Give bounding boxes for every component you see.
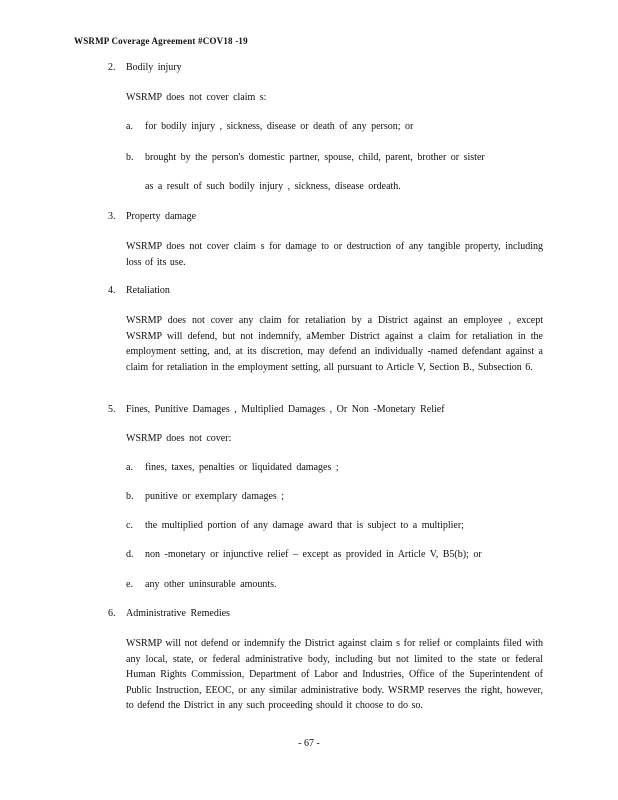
list-text: punitive or exemplary damages ; <box>145 491 285 502</box>
list-text: for bodily injury , sickness, disease or death of any person; or <box>145 121 414 132</box>
list-label: b. <box>126 152 134 163</box>
list-item <box>126 549 482 560</box>
list-item <box>126 462 339 473</box>
list-item <box>126 121 413 132</box>
page-number: - 67 - <box>298 738 320 749</box>
section-title: Property damage <box>126 211 197 222</box>
list-item-continuation: as a result of such bodily injury , sickness, disease ordeath. <box>145 181 401 192</box>
section-3-body: WSRMP does not cover claim s for damage to or destruction of any tangible property, including loss of its use. <box>126 241 543 268</box>
list-label: a. <box>126 121 133 132</box>
section-title: Bodily injury <box>126 62 182 73</box>
section-6-body: WSRMP will not defend or indemnify the District against claim s for relief or complaints filed with any local, state, or federal administrative body, including but not limited to the state or federal Human Rights Commission, Department of Labor and Industries, Office of the Superintendent of Public Instruction, EEOC, or any similar administrative body. WSRMP reserves the right, however, to defend the District in any such proceeding should it choose to do so. <box>126 638 543 711</box>
section-number: 5. <box>108 404 116 415</box>
list-item <box>126 579 277 590</box>
list-text: brought by the person's domestic partner, spouse, child, parent, brother or sister <box>145 152 485 163</box>
list-text: the multiplied portion of any damage award that is subject to a multiplier; <box>145 520 464 531</box>
list-label: a. <box>126 462 133 473</box>
section-number: 3. <box>108 211 116 222</box>
section-4-heading <box>108 285 170 296</box>
section-2-heading <box>108 62 182 73</box>
section-number: 4. <box>108 285 116 296</box>
list-text: non -monetary or injunctive relief – except as provided in Article V, B5(b); or <box>145 549 482 560</box>
list-item <box>126 152 485 163</box>
section-title: Fines, Punitive Damages , Multiplied Damages , Or Non -Monetary Relief <box>126 404 445 415</box>
section-6-heading <box>108 608 230 619</box>
section-5-intro: WSRMP does not cover: <box>126 433 232 444</box>
section-5-heading <box>108 404 445 415</box>
list-label: d. <box>126 549 134 560</box>
section-title: Retaliation <box>126 285 170 296</box>
section-4-body: WSRMP does not cover any claim for retaliation by a District against an employee , except WSRMP will defend, but not indemnify, aMember District against a claim for retaliation in the employment setting, and, at its discretion, may defend an individually -named defendant against a claim for retaliation in the employment setting, all pursuant to Article V, Section B., Subsection 6. <box>126 315 543 373</box>
section-3-heading <box>108 211 196 222</box>
list-label: c. <box>126 520 133 531</box>
section-2-intro: WSRMP does not cover claim s: <box>126 92 267 103</box>
list-label: e. <box>126 579 133 590</box>
section-number: 2. <box>108 62 116 73</box>
document-header: WSRMP Coverage Agreement #COV18 -19 <box>74 36 248 46</box>
section-title: Administrative Remedies <box>126 608 230 619</box>
list-item <box>126 520 464 531</box>
list-text: any other uninsurable amounts. <box>145 579 277 590</box>
list-item <box>126 491 284 502</box>
list-label: b. <box>126 491 134 502</box>
section-number: 6. <box>108 608 116 619</box>
list-text: fines, taxes, penalties or liquidated damages ; <box>145 462 339 473</box>
